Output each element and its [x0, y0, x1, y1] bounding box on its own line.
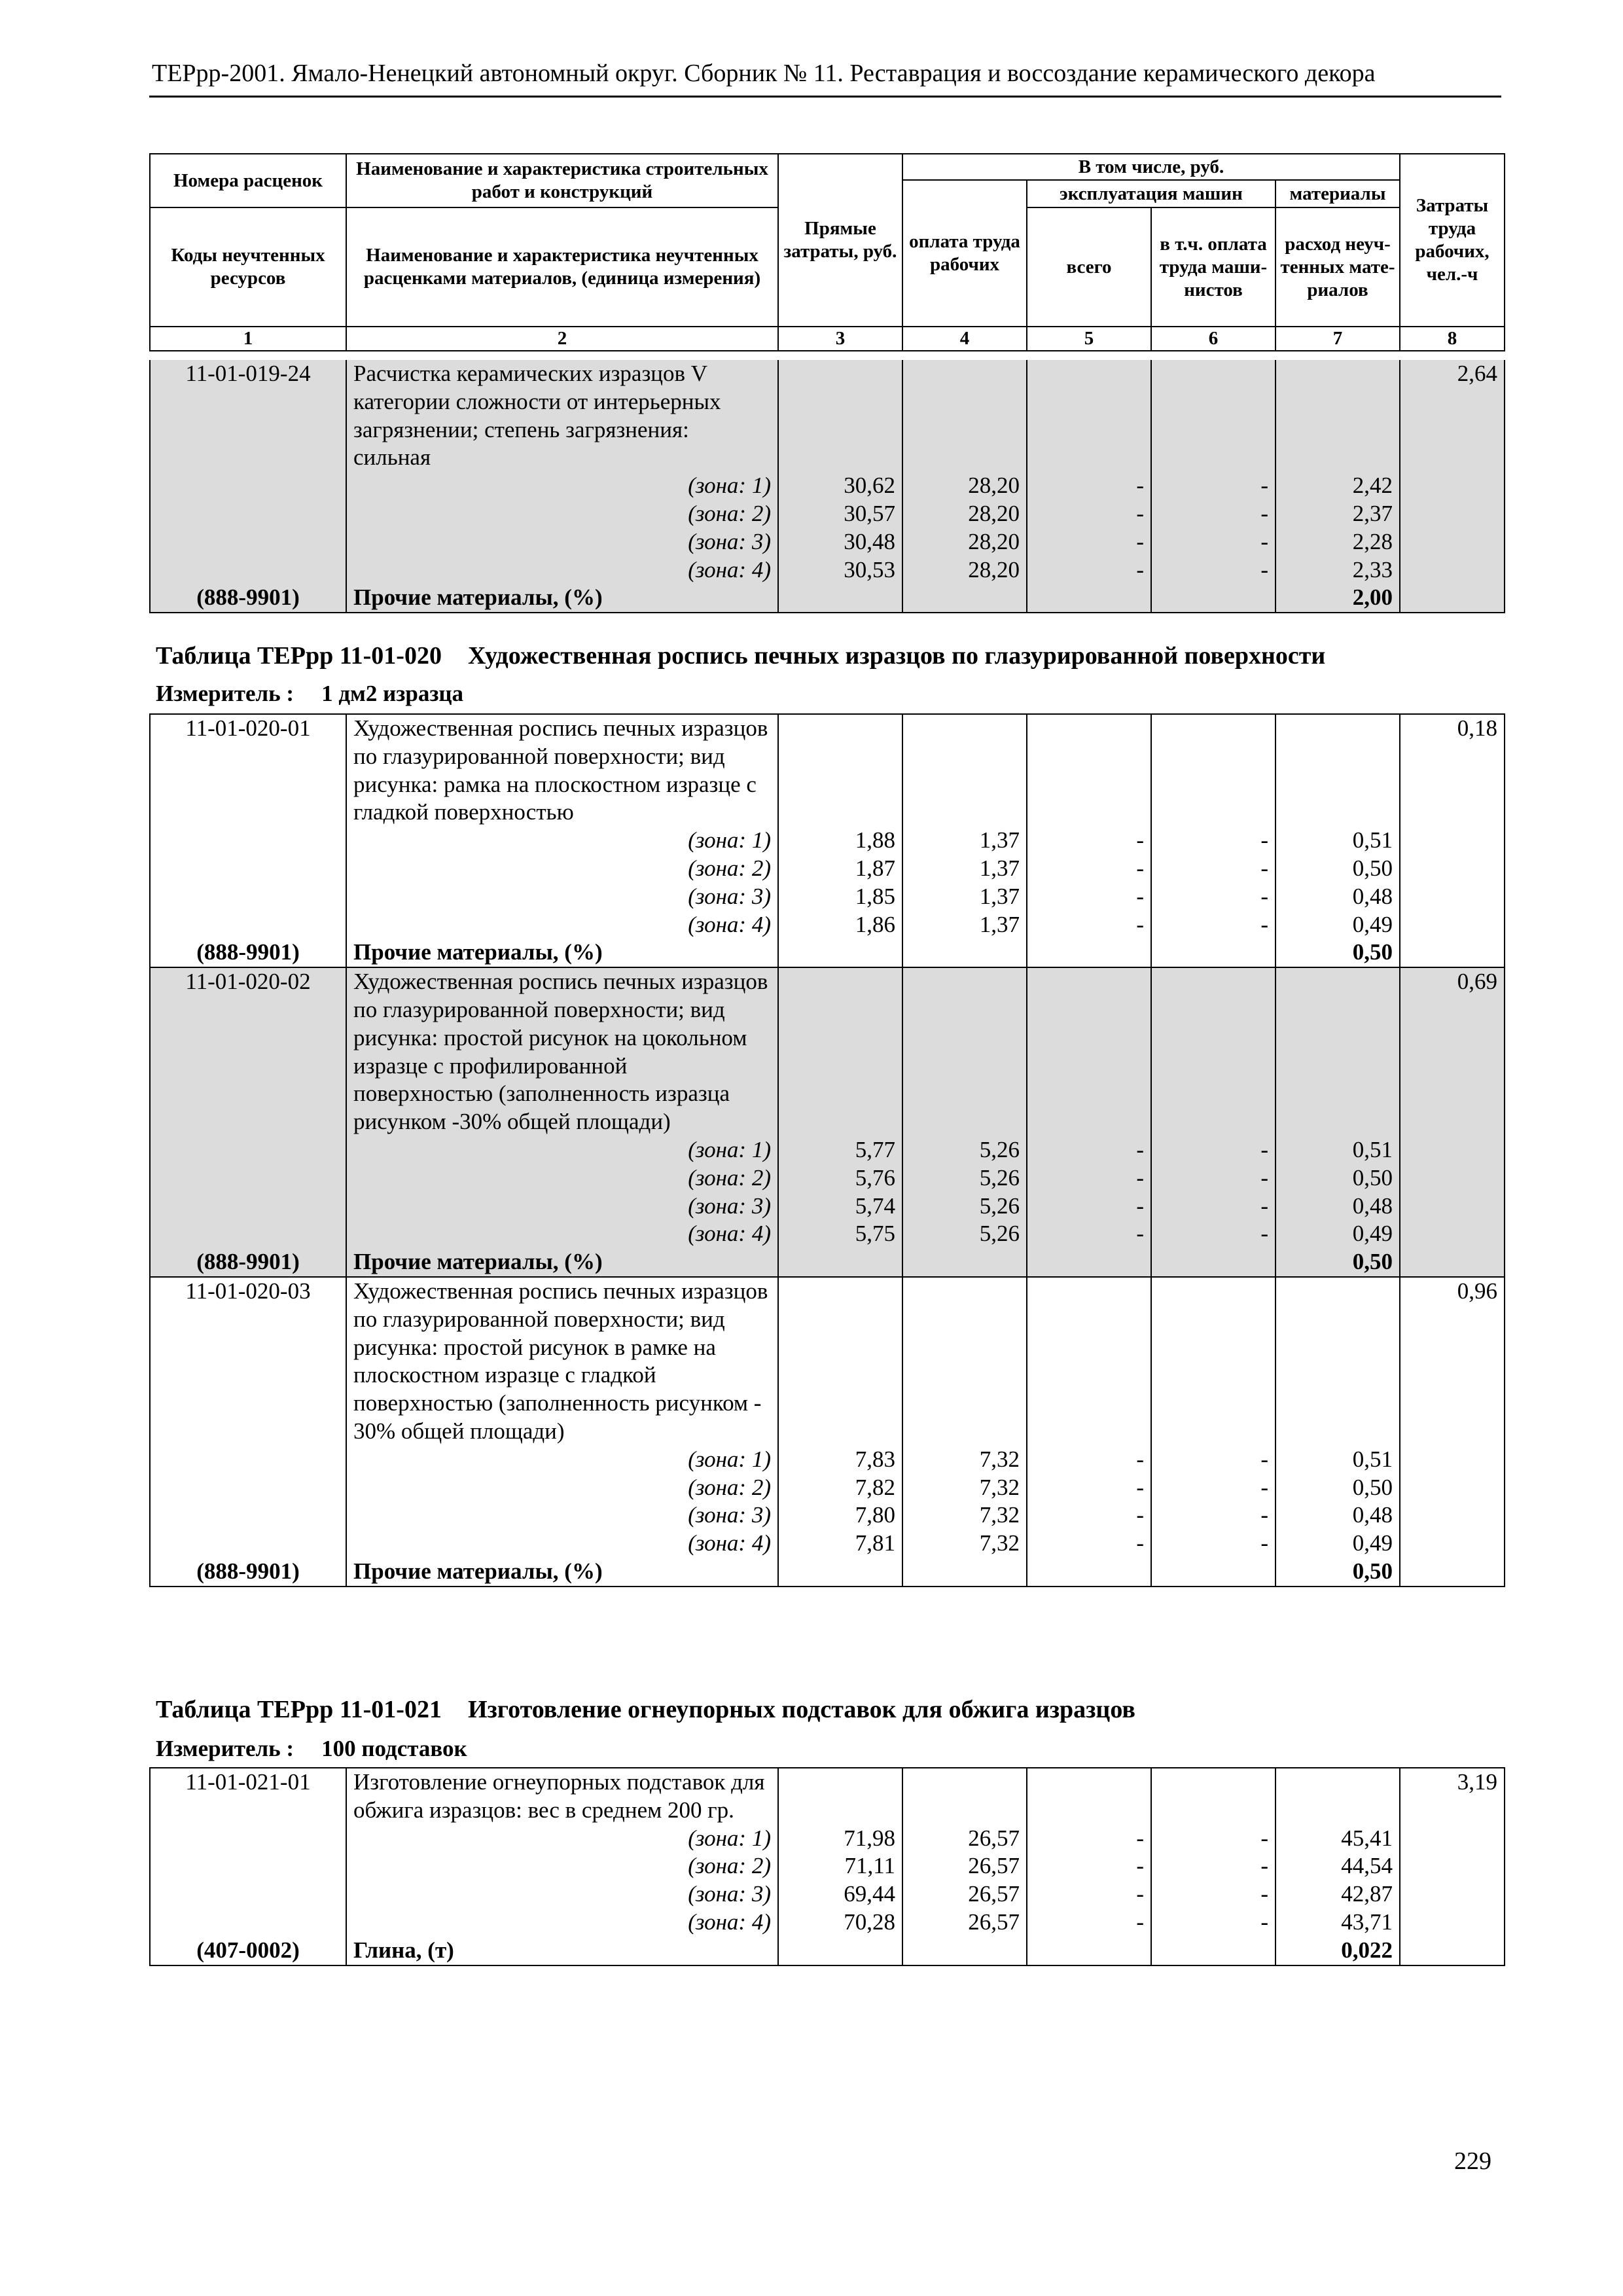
zone-row: (зона: 1) 71,98 26,57 - - 45,41 — [150, 1825, 1505, 1853]
resource-name: Глина, (т) — [346, 1937, 778, 1965]
table-021-title — [156, 1695, 1135, 1724]
col-num-2: 2 — [346, 327, 778, 351]
col-incl: В том числе, руб. — [902, 154, 1400, 180]
col-total: всего — [1027, 207, 1151, 327]
col-mach-wages: в т.ч. оплата труда маши-нистов — [1151, 207, 1275, 327]
labor-value: 3,19 — [1400, 1768, 1505, 1825]
col-rates-num: Номера расценок — [150, 154, 346, 207]
col-wages: оплата труда рабочих — [902, 180, 1027, 327]
rate-table-021 — [149, 1767, 1505, 1966]
page-number: 229 — [1454, 2147, 1491, 2175]
table-020-name: Художественная роспись печных изразцов по глазурированной поверхности — [467, 642, 1326, 670]
zone-row: (зона: 4) 7,81 7,32 - - 0,49 — [150, 1530, 1505, 1558]
zone-row: (зона: 2) 5,76 5,26 - - 0,50 — [150, 1164, 1505, 1193]
resource-code: (888-9901) — [150, 939, 346, 967]
labor-value: 0,69 — [1400, 967, 1505, 1136]
col-num-8: 8 — [1400, 327, 1505, 351]
rate-code: 11-01-020-02 — [150, 967, 346, 1136]
rate-main-row — [150, 1277, 1505, 1446]
rate-table-019 — [149, 360, 1505, 613]
zone-row: (зона: 3) 5,74 5,26 - - 0,48 — [150, 1193, 1505, 1221]
col-num-5: 5 — [1027, 327, 1151, 351]
zone-row: (зона: 2) 30,57 28,20 - - 2,37 — [150, 500, 1505, 528]
col-name-bottom: Наименование и характеристика неучтенных расценками материалов, (единица измерения) — [346, 207, 778, 327]
resource-value: 0,50 — [1275, 939, 1400, 967]
zone-row: (зона: 1) 1,88 1,37 - - 0,51 — [150, 827, 1505, 855]
header-rule — [149, 96, 1501, 98]
column-header-table — [149, 153, 1505, 351]
col-codes: Коды неучтенных ресурсов — [150, 207, 346, 327]
zone-row: (зона: 3) 7,80 7,32 - - 0,48 — [150, 1501, 1505, 1530]
table-020-meter: Измеритель : 1 дм2 изразца — [156, 681, 464, 706]
col-num-1: 1 — [150, 327, 346, 351]
zone-row: (зона: 3) 1,85 1,37 - - 0,48 — [150, 883, 1505, 911]
col-num-7: 7 — [1275, 327, 1400, 351]
col-num-4: 4 — [902, 327, 1027, 351]
zone-row: (зона: 1) 30,62 28,20 - - 2,42 — [150, 472, 1505, 500]
resource-row — [150, 1558, 1505, 1587]
zone-row: (зона: 2) 7,82 7,32 - - 0,50 — [150, 1474, 1505, 1502]
labor-value: 0,18 — [1400, 714, 1505, 827]
resource-name: Прочие материалы, (%) — [346, 584, 778, 613]
rate-code: 11-01-020-01 — [150, 714, 346, 827]
rate-name: Художественная роспись печных изразцов по глазурированной поверхности; вид рисунка: простой рисунок на цокольном изразце с профилированной поверхностью (заполненность изразца рисунком -30% общей площади) — [346, 967, 778, 1136]
rate-main-row — [150, 967, 1505, 1136]
zone-row: (зона: 3) 69,44 26,57 - - 42,87 — [150, 1880, 1505, 1909]
zone-row: (зона: 1) 5,77 5,26 - - 0,51 — [150, 1136, 1505, 1164]
rate-code: 11-01-019-24 — [150, 360, 346, 472]
resource-code: (888-9901) — [150, 1248, 346, 1277]
zone-row: (зона: 2) 1,87 1,37 - - 0,50 — [150, 855, 1505, 883]
rate-name: Художественная роспись печных изразцов по глазурированной поверхности; вид рисунка: простой рисунок в рамке на плоскостном изразце с гладкой поверхностью (заполненность рисунком - 30% общей площади) — [346, 1277, 778, 1446]
labor-value: 0,96 — [1400, 1277, 1505, 1446]
zone-row: (зона: 2) 71,11 26,57 - - 44,54 — [150, 1852, 1505, 1880]
resource-row — [150, 939, 1505, 967]
table-021-name: Изготовление огнеупорных подставок для обжига изразцов — [467, 1696, 1135, 1723]
zone-row: (зона: 4) 30,53 28,20 - - 2,33 — [150, 556, 1505, 584]
rate-main-row — [150, 1768, 1505, 1825]
table-020-title — [156, 641, 1325, 670]
labor-value: 2,64 — [1400, 360, 1505, 472]
resource-name: Прочие материалы, (%) — [346, 1558, 778, 1587]
col-num-3: 3 — [778, 327, 902, 351]
resource-value: 2,00 — [1275, 584, 1400, 613]
rate-table-020 — [149, 713, 1505, 1587]
zone-row: (зона: 1) 7,83 7,32 - - 0,51 — [150, 1446, 1505, 1474]
rate-name: Изготовление огнеупорных подставок для обжига изразцов: вес в среднем 200 гр. — [346, 1768, 778, 1825]
rate-name: Расчистка керамических изразцов V категории сложности от интерьерных загрязнении; степень загрязнения: сильная — [346, 360, 778, 472]
resource-row — [150, 1248, 1505, 1277]
rate-name: Художественная роспись печных изразцов по глазурированной поверхности; вид рисунка: рамка на плоскостном изразце с гладкой поверхностью — [346, 714, 778, 827]
table-021-code: Таблица ТЕРрр 11-01-021 — [156, 1696, 442, 1723]
rate-code: 11-01-021-01 — [150, 1768, 346, 1825]
page-header: ТЕРрр-2001. Ямало-Ненецкий автономный округ. Сборник № 11. Реставрация и воссоздание керамического декора — [152, 60, 1376, 87]
table-020-code: Таблица ТЕРрр 11-01-020 — [156, 642, 442, 670]
col-name-top: Наименование и характеристика строительных работ и конструкций — [346, 154, 778, 207]
rate-main-row — [150, 360, 1505, 472]
col-mat-cons: расход неуч-тенных мате-риалов — [1275, 207, 1400, 327]
resource-name: Прочие материалы, (%) — [346, 939, 778, 967]
resource-value: 0,50 — [1275, 1248, 1400, 1277]
resource-code: (888-9901) — [150, 584, 346, 613]
col-materials: материалы — [1275, 180, 1400, 207]
col-num-6: 6 — [1151, 327, 1275, 351]
table-021-meter: Измеритель : 100 подставок — [156, 1736, 467, 1761]
col-machines: эксплуатация машин — [1027, 180, 1275, 207]
rate-main-row — [150, 714, 1505, 827]
zone-row: (зона: 4) 1,86 1,37 - - 0,49 — [150, 911, 1505, 939]
zone-row: (зона: 3) 30,48 28,20 - - 2,28 — [150, 528, 1505, 556]
resource-row — [150, 584, 1505, 613]
resource-code: (888-9901) — [150, 1558, 346, 1587]
resource-code: (407-0002) — [150, 1937, 346, 1965]
col-labor: Затраты труда рабочих, чел.-ч — [1400, 154, 1505, 327]
resource-row — [150, 1937, 1505, 1965]
rate-code: 11-01-020-03 — [150, 1277, 346, 1446]
col-direct: Прямые затраты, руб. — [778, 154, 902, 327]
zone-row: (зона: 4) 5,75 5,26 - - 0,49 — [150, 1220, 1505, 1248]
resource-name: Прочие материалы, (%) — [346, 1248, 778, 1277]
zone-row: (зона: 4) 70,28 26,57 - - 43,71 — [150, 1909, 1505, 1937]
resource-value: 0,50 — [1275, 1558, 1400, 1587]
resource-value: 0,022 — [1275, 1937, 1400, 1965]
